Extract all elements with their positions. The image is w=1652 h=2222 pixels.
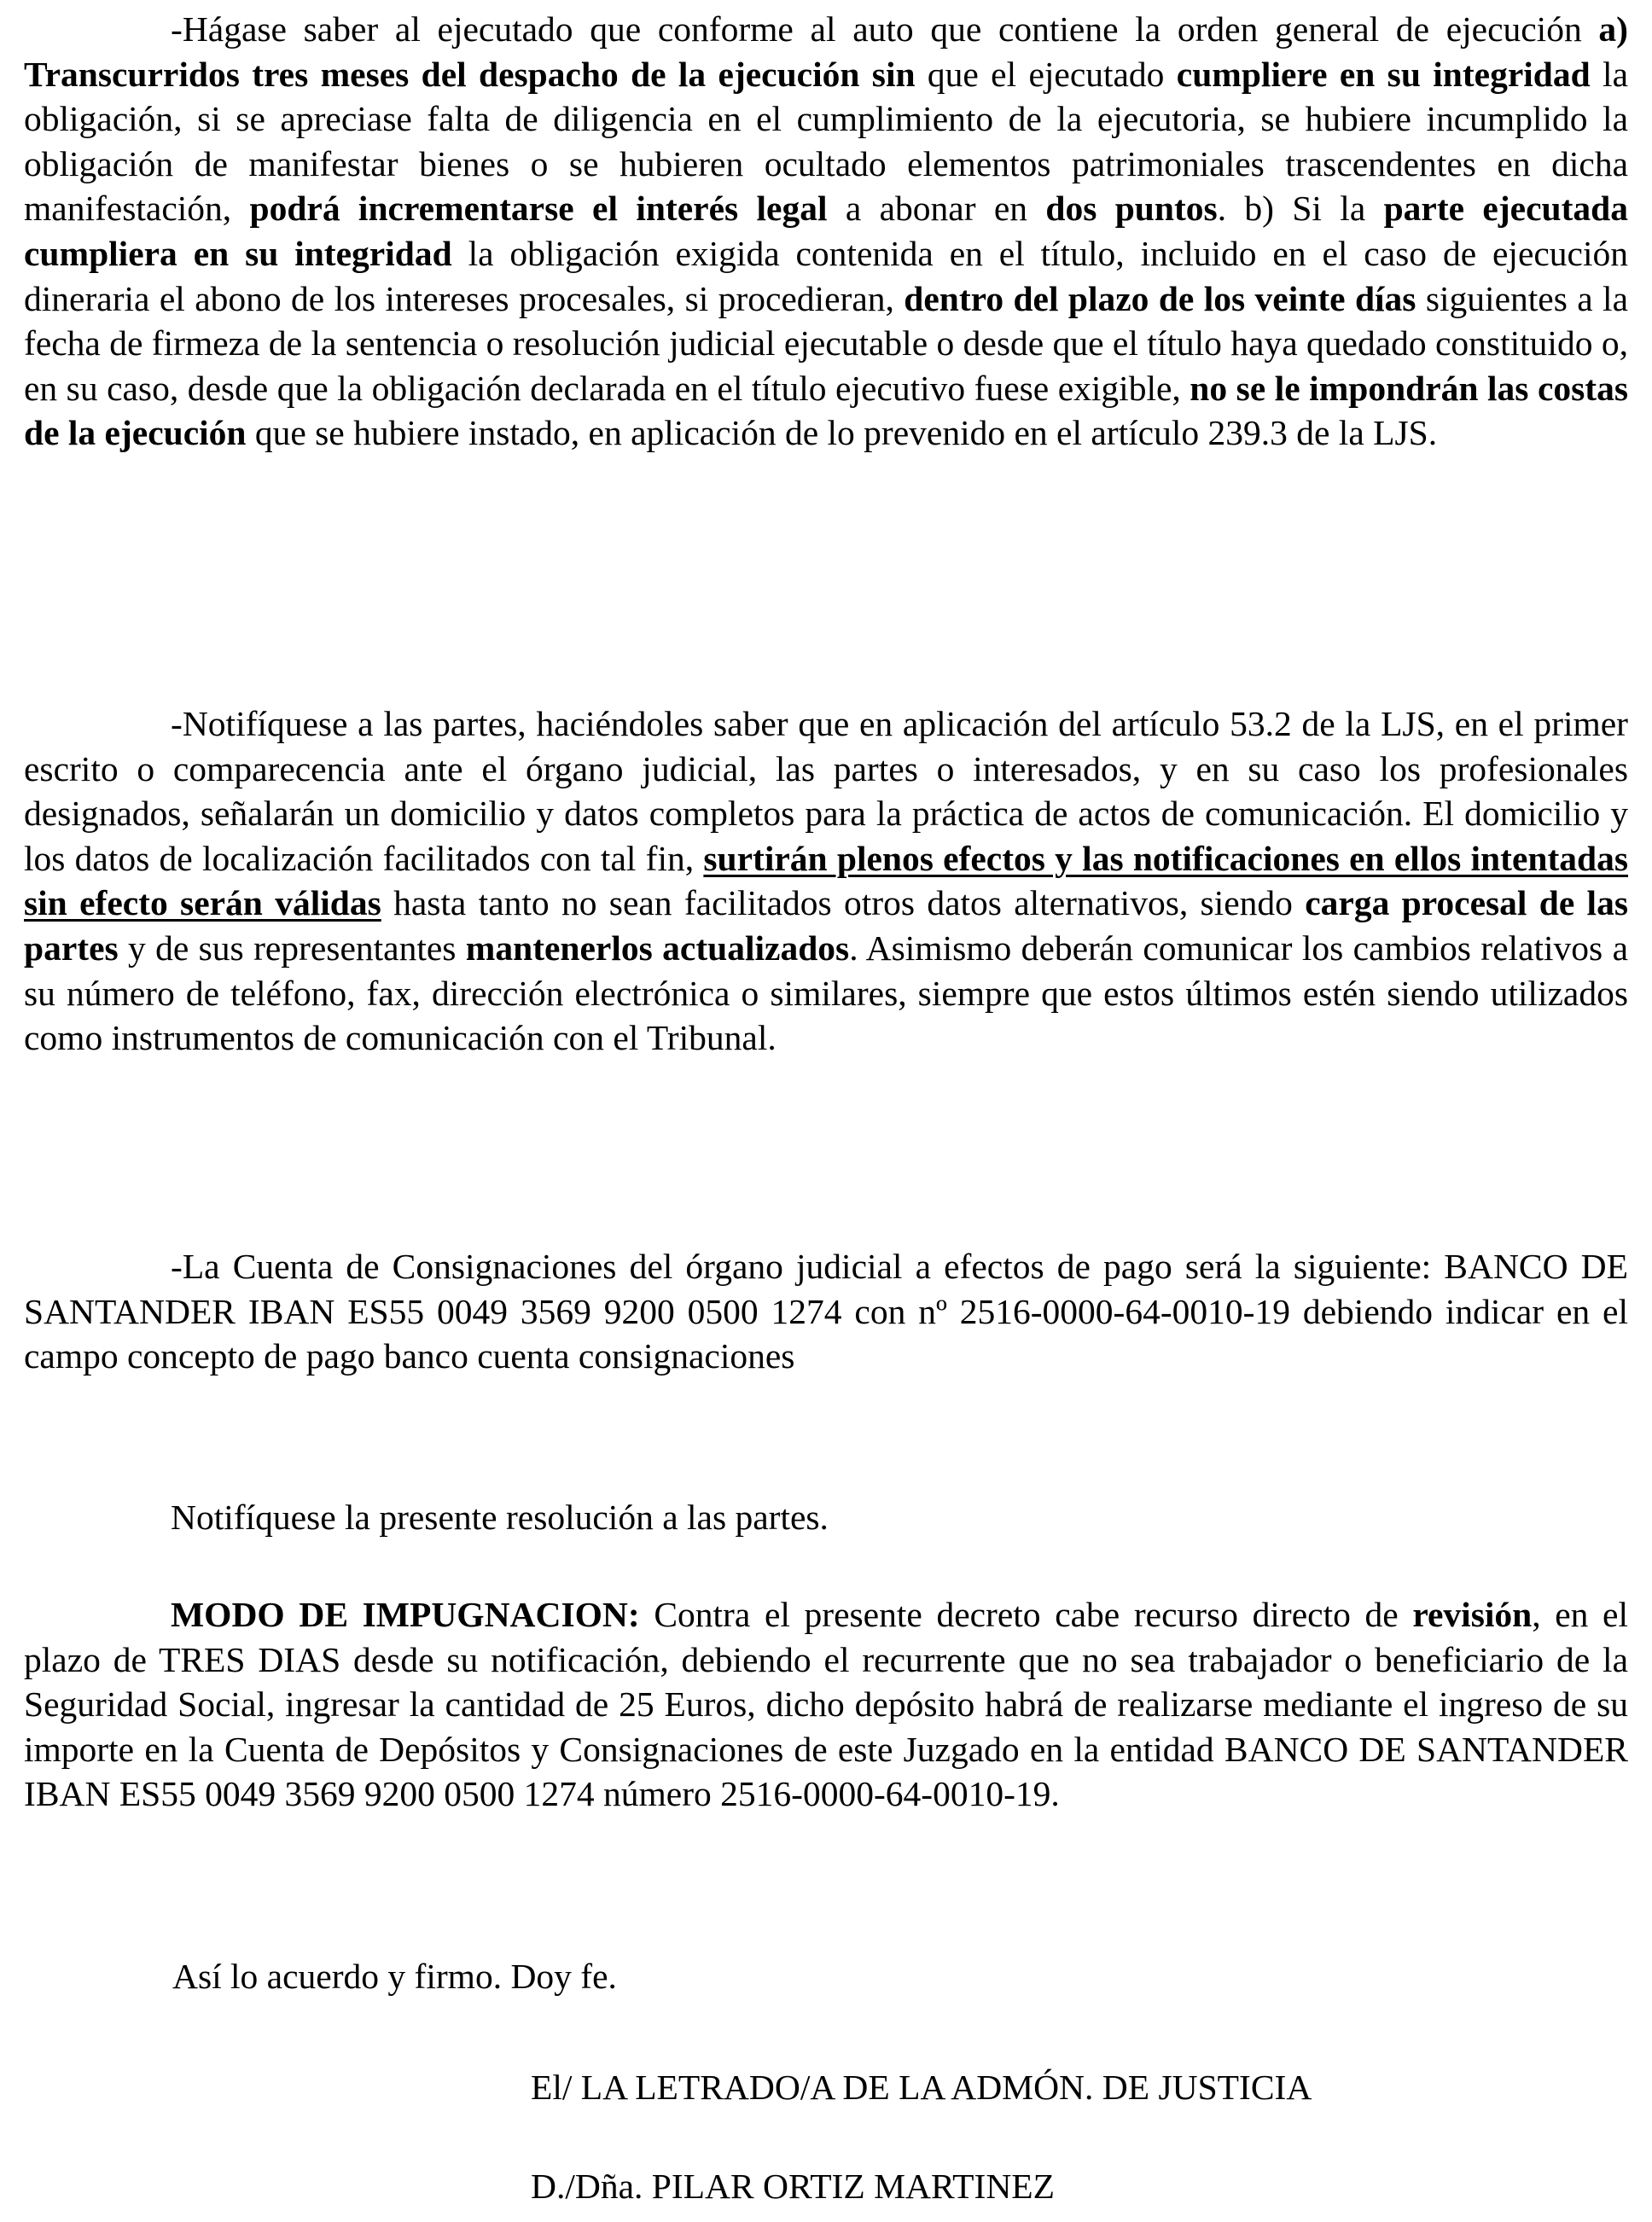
paragraph-notifiquese: Notifíquese la presente resolución a las partes.	[171, 1498, 829, 1537]
signature-name: D./Dña. PILAR ORTIZ MARTINEZ	[531, 2167, 1055, 2206]
paragraph-notification-parties: -Notifíquese a las partes, haciéndoles saber que en aplicación del artículo 53.2 de la LJS, en el primer escrito o comparecencia ante el órgano judicial, las partes o interesados, y en su caso los profesionales designados, señalarán un domicilio y datos completos para la práctica de actos de comunicación. El domicilio y los datos de localización facilitados con tal fin, surtirán plenos efectos y las notificaciones en ellos intentadas sin efecto serán válidas hasta tanto no sean facilitados otros datos alternativos, siendo carga procesal de las partes y de sus representantes mantenerlos actualizados. Asimismo deberán comunicar los cambios relativos a su número de teléfono, fax, dirección electrónica o similares, siempre que estos últimos estén siendo utilizados como instrumentos de comunicación con el Tribunal.	[24, 704, 1628, 1058]
paragraph-cuenta-consignaciones: -La Cuenta de Consignaciones del órgano judicial a efectos de pago será la siguiente: BANCO DE SANTANDER IBAN ES55 0049 3569 9200 0500 1274 con nº 2516-0000-64-0010-19 debiendo indicar en el campo concepto de pago banco cuenta consignaciones	[24, 1247, 1628, 1376]
signature-title: El/ LA LETRADO/A DE LA ADMÓN. DE JUSTICIA	[531, 2068, 1312, 2107]
paragraph-ejecucion-notice: -Hágase saber al ejecutado que conforme al auto que contiene la orden general de ejecución a) Transcurridos tres meses del despacho de la ejecución sin que el ejecutado cumpliere en su integridad la obligación, si se apreciase falta de diligencia en el cumplimiento de la ejecutoria, se hubiere incumplido la obligación de manifestar bienes o se hubieren ocultado elementos patrimoniales trascendentes en dicha manifestación, podrá incrementarse el interés legal a abonar en dos puntos. b) Si la parte ejecutada cumpliera en su integridad la obligación exigida contenida en el título, incluido en el caso de ejecución dineraria el abono de los intereses procesales, si procedieran, dentro del plazo de los veinte días siguientes a la fecha de firmeza de la sentencia o resolución judicial ejecutable o desde que el título haya quedado constituido o, en su caso, desde que la obligación declarada en el título ejecutivo fuese exigible, no se le impondrán las costas de la ejecución que se hubiere instado, en aplicación de lo prevenido en el artículo 239.3 de la LJS.	[24, 9, 1629, 453]
closing-statement: Así lo acuerdo y firmo. Doy fe.	[172, 1957, 617, 1996]
paragraph-modo-impugnacion: MODO DE IMPUGNACION: Contra el presente decreto cabe recurso directo de revisión, en el plazo de TRES DIAS desde su notificación, debiendo el recurrente que no sea trabajador o beneficiario de la Seguridad Social, ingresar la cantidad de 25 Euros, dicho depósito habrá de realizarse mediante el ingreso de su importe en la Cuenta de Depósitos y Consignaciones de este Juzgado en la entidad BANCO DE SANTANDER IBAN ES55 0049 3569 9200 0500 1274 número 2516-0000-64-0010-19.	[24, 1595, 1629, 1814]
